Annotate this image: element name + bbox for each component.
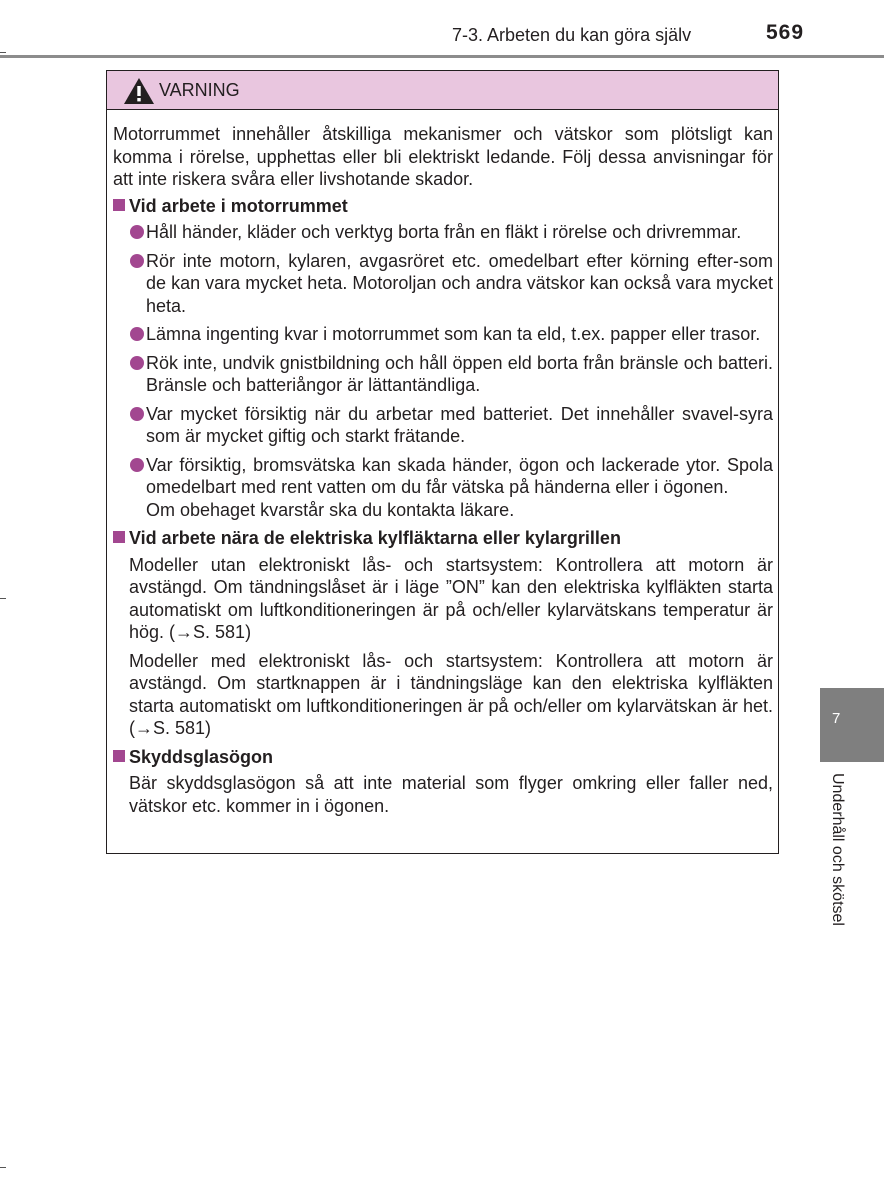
section-heading [113,746,773,769]
section-heading-text: Vid arbete nära de elektriska kylfläktarna eller kylargrillen [129,528,621,548]
warning-triangle-icon [123,77,155,105]
list-item-text: Var mycket försiktig när du arbetar med batteriet. Det innehåller svavel-syra som är mycket giftig och starkt frätande. [146,403,773,446]
chapter-tab [820,688,884,762]
header-rule [0,55,884,58]
list-item [113,454,773,522]
warning-title: VARNING [159,80,240,100]
section-heading [113,195,773,218]
warning-body [113,123,773,823]
list-item-note: Om obehaget kvarstår ska du kontakta läkare. [146,499,515,520]
list-item [113,352,773,397]
list-item [113,221,773,244]
circle-bullet-icon [130,225,144,239]
paragraph: Bär skyddsglasögon så att inte material som flyger omkring eller faller ned, vätskor etc. kommer in i ögonen. [129,773,773,816]
list-item [113,403,773,448]
section-heading-text: Vid arbete i motorrummet [129,195,348,216]
list-item-text: Rök inte, undvik gnistbildning och håll öppen eld borta från bränsle och batteri. Bränsle och batteriångor är lättantändliga. [146,352,773,395]
crop-mark [0,598,6,599]
paragraph: Modeller utan elektroniskt lås- och startsystem: Kontrollera att motorn är avstängd. Om tändningslåset är i läge ”ON” kan den elektriska kylfläkten starta automatiskt om luftkonditioneringen är på och/eller kylarvätskans temperatur är hög. (→S. 581) [129,554,773,642]
chapter-title: 7-3. Arbeten du kan göra själv [452,25,692,45]
circle-bullet-icon [130,327,144,341]
circle-bullet-icon [130,458,144,472]
warning-intro: Motorrummet innehåller åtskilliga mekanismer och vätskor som plötsligt kan komma i rörelse, upphettas eller bli elektriskt ledande. Följ dessa anvisningar för att inte riskera svåra eller livshotande skador. [113,124,773,189]
circle-bullet-icon [130,407,144,421]
list-item [113,323,773,346]
list-item-text: Rör inte motorn, kylaren, avgasröret etc. omedelbart efter körning efter-som de kan vara mycket heta. Motoroljan och andra vätskor kan också vara mycket heta. [146,250,773,316]
chapter-tab-number: 7 [832,710,841,727]
crop-mark [0,52,6,53]
square-bullet-icon [113,531,125,543]
circle-bullet-icon [130,254,144,268]
square-bullet-icon [113,750,125,762]
list-item-text: Var försiktig, bromsvätska kan skada händer, ögon och lackerade ytor. Spola omedelbart med rent vatten om du får vätska på händerna eller i ögonen. [146,454,773,497]
chapter-tab-label: Underhåll och skötsel [829,773,846,926]
crop-mark [0,1167,6,1168]
list-item-text: Lämna ingenting kvar i motorrummet som kan ta eld, t.ex. papper eller trasor. [146,324,761,344]
list-item [113,250,773,318]
section-heading-text: Skyddsglasögon [129,746,274,767]
square-bullet-icon [113,199,125,211]
section-heading [113,527,773,550]
page-number: 569 [766,21,805,44]
list-item-text: Håll händer, kläder och verktyg borta från en fläkt i rörelse och drivremmar. [146,222,742,242]
warning-box [106,70,779,854]
paragraph: Modeller med elektroniskt lås- och startsystem: Kontrollera att motorn är avstängd. Om startknappen är i tändningsläge kan den elektriska kylfläkten starta automatiskt om luftkonditioneringen är på och/eller om kylarvätskan är het. (→S. 581) [129,650,773,738]
warning-header [107,71,778,110]
circle-bullet-icon [130,356,144,370]
